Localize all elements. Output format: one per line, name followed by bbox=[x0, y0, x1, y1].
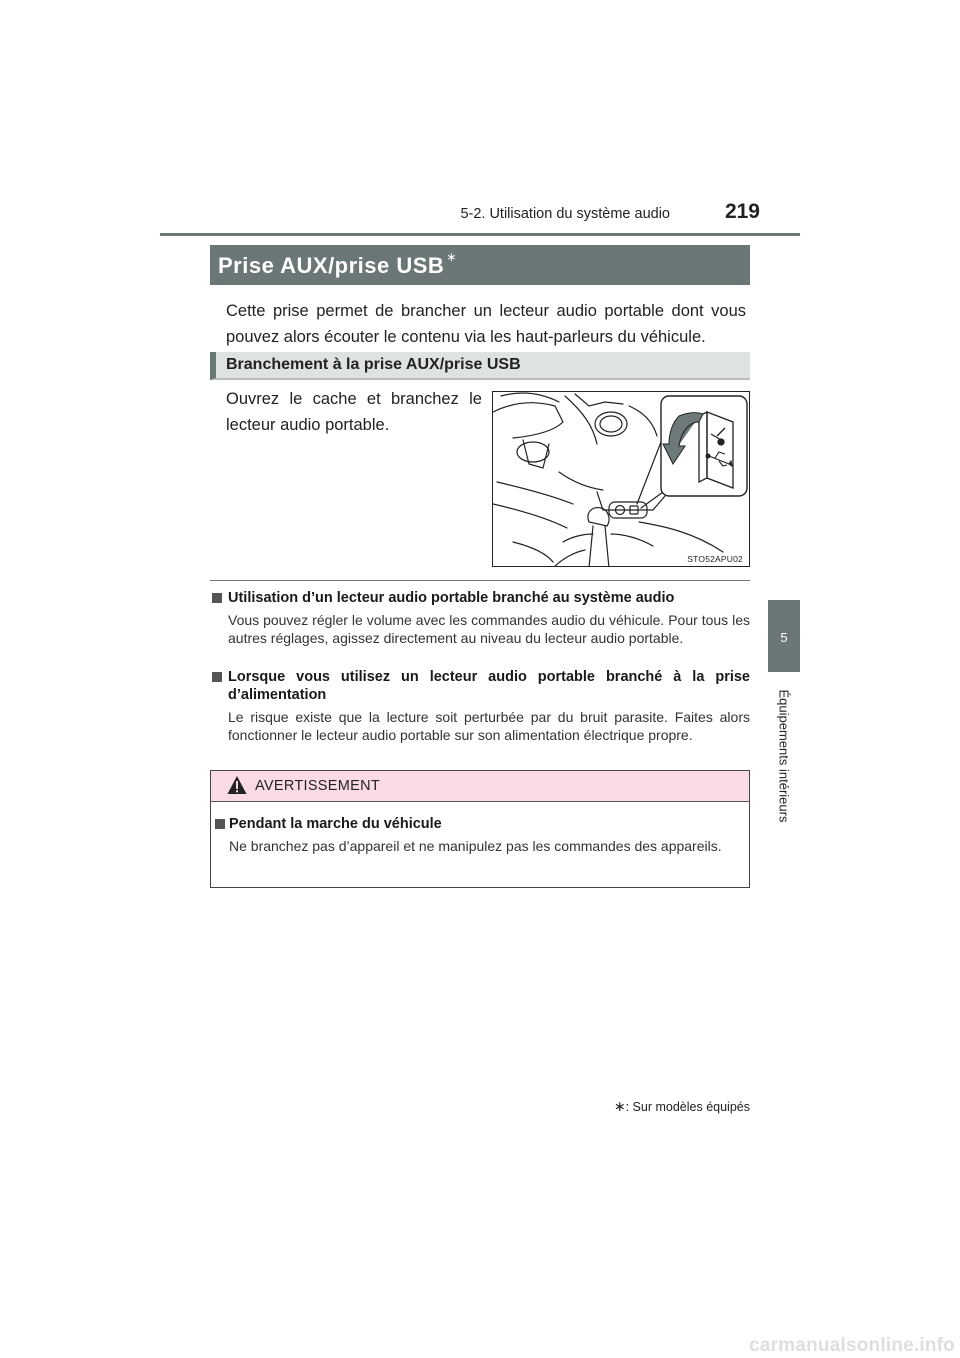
chapter-tab bbox=[768, 600, 800, 672]
watermark-text: carmanualsonline.info bbox=[749, 1335, 955, 1356]
warning-triangle-icon bbox=[227, 775, 247, 795]
figure-code: STO52APU02 bbox=[687, 554, 743, 564]
header-rule bbox=[160, 233, 800, 236]
section-title-bar bbox=[210, 245, 750, 285]
header-section-title: 5-2. Utilisation du système audio bbox=[460, 206, 670, 222]
aux-usb-illustration bbox=[492, 391, 750, 567]
intro-paragraph: Cette prise permet de brancher un lecteur audio portable dont vous pouvez alors écouter le contenu via les haut-parleurs du véhicule. bbox=[226, 302, 746, 346]
dashboard-drawing bbox=[493, 392, 750, 567]
warning-heading-text: Pendant la marche du véhicule bbox=[229, 816, 442, 832]
note-heading bbox=[210, 668, 750, 704]
warning-header bbox=[211, 771, 749, 802]
note-body: Vous pouvez régler le volume avec les commandes audio du véhicule. Pour tous les autres réglages, agissez directement au niveau du lecteur audio portable. bbox=[228, 612, 750, 646]
note-heading bbox=[210, 589, 750, 607]
subsection-title: Branchement à la prise AUX/prise USB bbox=[226, 356, 521, 373]
section-title-text: Prise AUX/prise USB bbox=[218, 253, 445, 278]
warning-heading bbox=[213, 815, 743, 833]
chapter-title: Équipements intérieurs bbox=[776, 689, 792, 823]
footnote bbox=[560, 1098, 750, 1115]
warning-item bbox=[213, 815, 743, 855]
note-power-outlet bbox=[210, 668, 750, 744]
note-heading-text: Lorsque vous utilisez un lecteur audio portable branché à la prise d’alimentation bbox=[228, 669, 750, 703]
square-bullet-icon bbox=[215, 819, 225, 829]
note-body: Le risque existe que la lecture soit perturbée par du bruit parasite. Faites alors fonctionner le lecteur audio portable sur son alimentation électrique propre. bbox=[228, 709, 750, 743]
step-instruction: Ouvrez le cache et branchez le lecteur audio portable. bbox=[226, 390, 482, 434]
optional-equipment-marker: ∗ bbox=[446, 250, 457, 264]
square-bullet-icon bbox=[212, 672, 222, 682]
warning-body: Ne branchez pas d’appareil et ne manipulez pas les commandes des appareils. bbox=[229, 838, 722, 854]
chapter-number: 5 bbox=[780, 630, 788, 645]
note-heading-text: Utilisation d’un lecteur audio portable branché au système audio bbox=[228, 590, 675, 606]
footnote-text: : Sur modèles équipés bbox=[625, 1100, 750, 1114]
chapter-title-vertical bbox=[768, 676, 800, 836]
subsection-bar bbox=[210, 352, 750, 380]
page-number: 219 bbox=[724, 200, 760, 223]
square-bullet-icon bbox=[212, 593, 222, 603]
separator-rule bbox=[210, 580, 750, 581]
note-portable-player bbox=[210, 589, 750, 647]
section-title bbox=[218, 250, 457, 279]
warning-label: AVERTISSEMENT bbox=[255, 778, 381, 794]
watermark bbox=[690, 1335, 955, 1357]
warning-box bbox=[210, 770, 750, 888]
footnote-marker: ∗ bbox=[613, 1098, 626, 1114]
